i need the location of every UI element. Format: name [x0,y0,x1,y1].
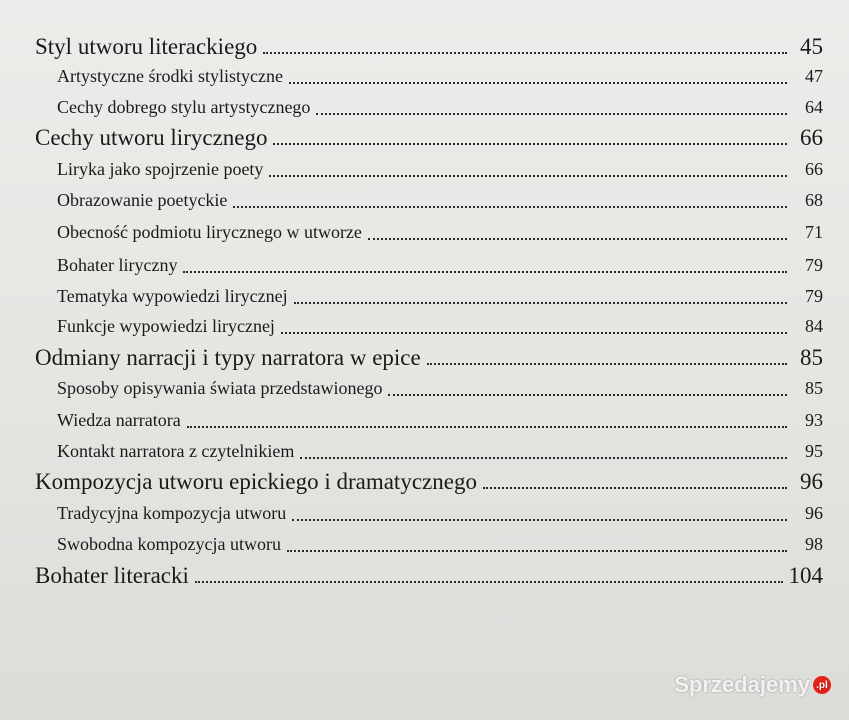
dot-leader [195,581,783,583]
toc-entry-page: 47 [805,66,823,86]
dot-leader [183,271,787,273]
dot-leader [388,394,787,396]
dot-leader [427,363,787,365]
toc-entry-page: 96 [800,469,823,494]
toc-entry [0,125,823,151]
toc-entry-page: 79 [805,286,823,306]
toc-entry-title: Tradycyjna kompozycja utworu [57,503,287,523]
toc-entry [0,316,823,337]
toc-entry [0,222,823,243]
dot-leader [233,206,787,208]
toc-entry-title: Cechy utworu lirycznego [35,125,268,150]
toc-entry-page: 98 [805,534,823,554]
toc-entry-title: Obrazowanie poetyckie [57,190,228,210]
toc-entry-page: 85 [800,345,823,370]
toc-entry-page: 68 [805,190,823,210]
toc-entry-page: 84 [805,316,823,336]
dot-leader [368,238,787,240]
dot-leader [483,487,787,489]
toc-entry [0,503,823,524]
toc-entry [0,97,823,118]
toc-entry [0,378,823,399]
dot-leader [187,426,787,428]
toc-entry-page: 85 [805,378,823,398]
toc-entry-page: 95 [805,441,823,461]
toc-entry [0,286,823,307]
dot-leader [281,332,787,334]
dot-leader [300,457,787,459]
toc-entry [0,159,823,180]
toc-entry-title: Sposoby opisywania świata przedstawionego [57,378,383,398]
toc-entry-title: Artystyczne środki stylistyczne [57,66,283,86]
toc-entry-title: Kontakt narratora z czytelnikiem [57,441,295,461]
toc-entry-title: Cechy dobrego stylu artystycznego [57,97,311,117]
watermark-badge: .pl [813,676,831,694]
toc-entry [0,469,823,495]
dot-leader [292,519,787,521]
toc-entry-title: Styl utworu literackiego [35,34,258,59]
dot-leader [316,113,787,115]
toc-entry-title: Tematyka wypowiedzi lirycznej [57,286,288,306]
toc-entry-page: 79 [805,255,823,275]
toc-entry-page: 96 [805,503,823,523]
toc-entry-title: Obecność podmiotu lirycznego w utworze [57,222,362,242]
toc-entry [0,255,823,276]
toc-entry-title: Funkcje wypowiedzi lirycznej [57,316,275,336]
toc-entry [0,410,823,431]
toc-entry [0,534,823,555]
dot-leader [294,302,787,304]
toc-entry-page: 66 [800,125,823,150]
toc-entry-title: Liryka jako spojrzenie poety [57,159,264,179]
watermark-text: Sprzedajemy [674,672,810,697]
toc-entry-page: 45 [800,34,823,59]
toc-entry-title: Bohater literacki [35,563,189,588]
toc-entry-page: 66 [805,159,823,179]
toc-entry-title: Odmiany narracji i typy narratora w epice [35,345,421,370]
watermark-logo [674,672,831,698]
toc-entry-title: Swobodna kompozycja utworu [57,534,281,554]
dot-leader [273,143,787,145]
toc-entry-page: 71 [805,222,823,242]
toc-entry-title: Bohater liryczny [57,255,178,275]
toc-entry [0,563,823,589]
toc-entry [0,34,823,60]
toc-entry-page: 93 [805,410,823,430]
dot-leader [287,550,787,552]
toc-entry-page: 64 [805,97,823,117]
toc-entry [0,66,823,87]
toc-entry-page: 104 [788,563,823,588]
toc-entry-title: Wiedza narratora [57,410,181,430]
dot-leader [289,82,787,84]
dot-leader [263,52,787,54]
toc-entry [0,190,823,211]
toc-entry-title: Kompozycja utworu epickiego i dramatycznego [35,469,477,494]
toc-entry [0,345,823,371]
dot-leader [269,175,787,177]
toc-entry [0,441,823,462]
